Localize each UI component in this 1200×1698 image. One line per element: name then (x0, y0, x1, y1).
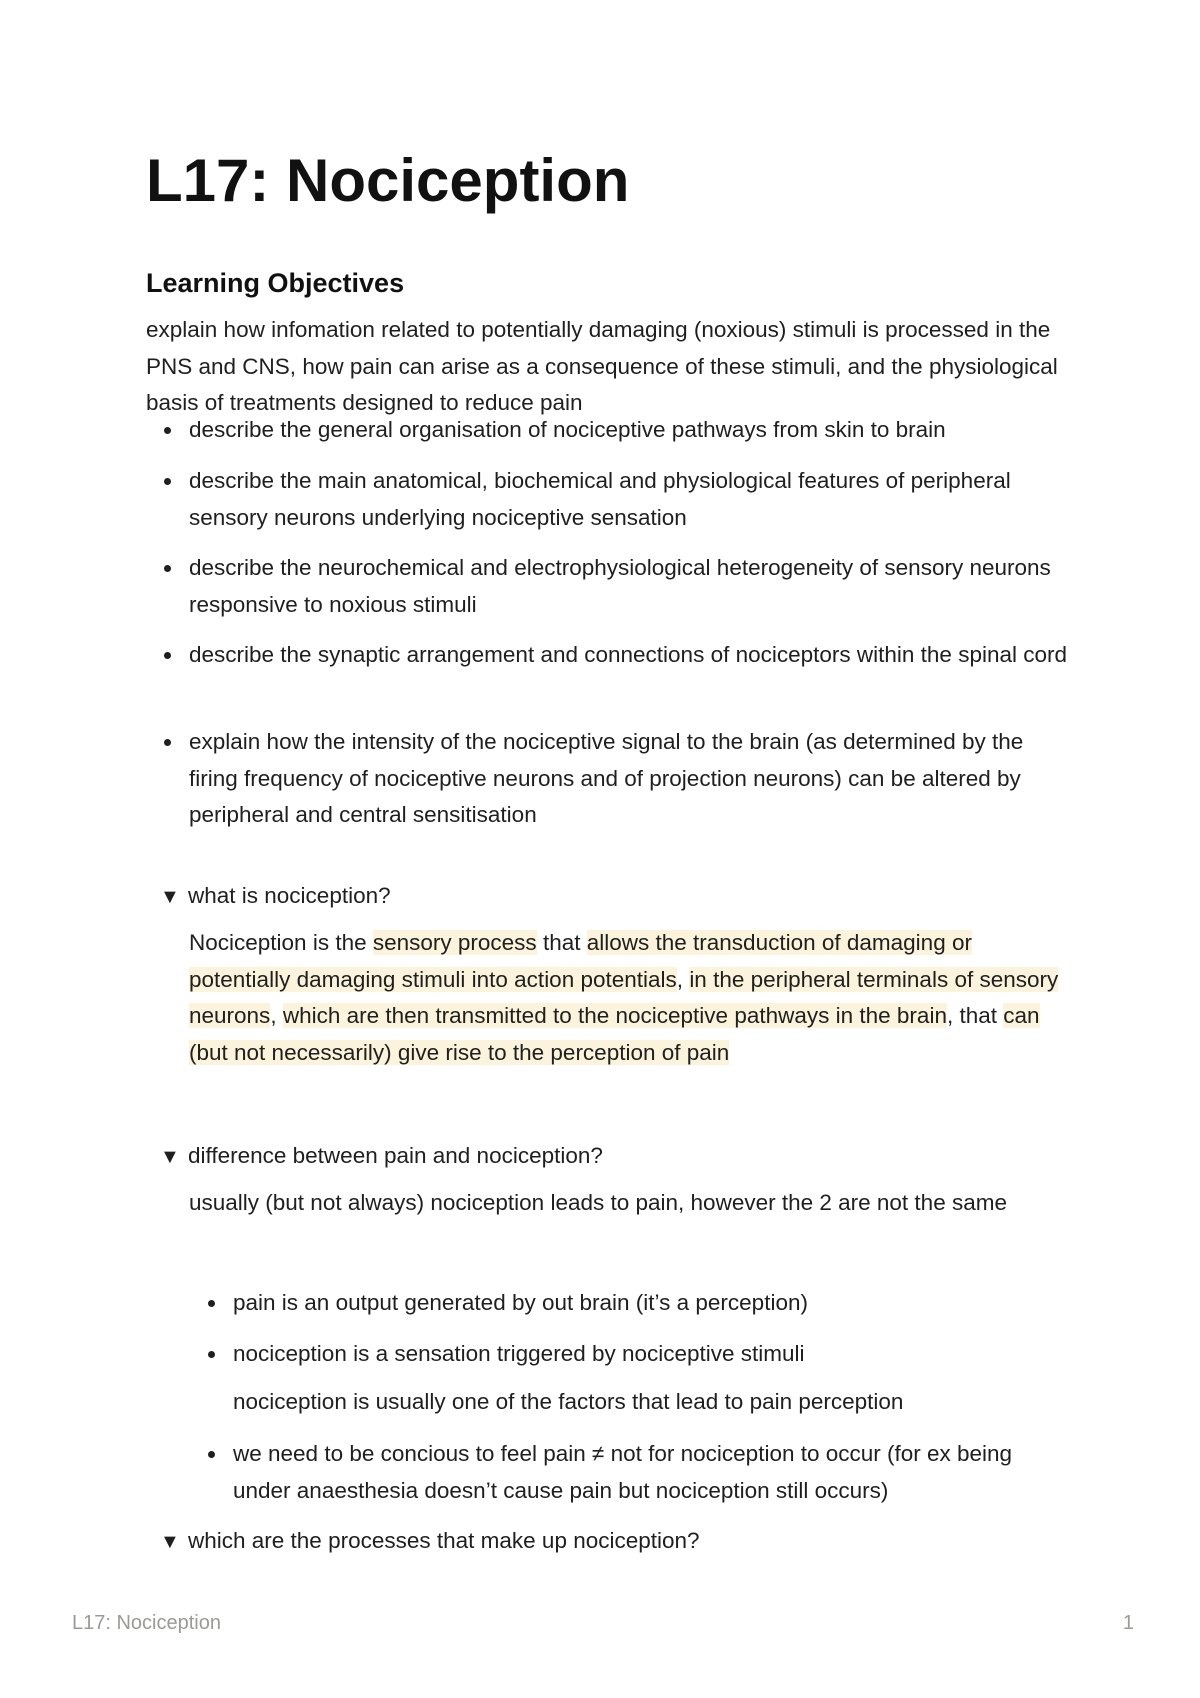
page-title: L17: Nociception (146, 147, 630, 214)
highlight: allows the transduction of damaging or potentially damaging stimuli into action potentials (189, 930, 972, 992)
pain-bullet: pain is an output generated by out brain (it’s a perception) (233, 1285, 1063, 1322)
toggle-pain-vs-nociception[interactable] (160, 1138, 1060, 1176)
triangle-down-icon[interactable]: ▼ (160, 1531, 180, 1553)
toggle-nociception-processes[interactable] (160, 1523, 1060, 1561)
objective-item: describe the main anatomical, biochemical and physiological features of peripheral sensory neurons underlying nociceptive sensation (189, 463, 1069, 536)
triangle-down-icon[interactable]: ▼ (160, 1146, 180, 1168)
pain-vs-nociception-intro: usually (but not always) nociception leads to pain, however the 2 are not the same (189, 1190, 1007, 1215)
objectives-intro: explain how infomation related to potentially damaging (noxious) stimuli is processed in the PNS and CNS, how pain can arise as a consequence of these stimuli, and the physiological basis of treatments designed to reduce pain (146, 317, 1058, 415)
footer-page-number: 1 (1122, 1612, 1134, 1634)
highlight: in the peripheral terminals of sensory neurons (189, 966, 1059, 1028)
triangle-down-icon[interactable]: ▼ (160, 886, 180, 908)
highlight: which are then transmitted to the nociceptive pathways in the brain (282, 1003, 947, 1028)
pain-bullet: nociception is a sensation triggered by nociceptive stimuli (233, 1336, 1063, 1373)
objective-item: describe the general organisation of nociceptive pathways from skin to brain (189, 412, 1069, 449)
highlight: can (but not necessarily) give rise to the perception of pain (189, 1003, 1040, 1065)
learning-objectives-heading: Learning Objectives (146, 268, 405, 298)
footer-doc-title: L17: Nociception (72, 1612, 221, 1634)
toggle-label: which are the processes that make up nociception? (188, 1528, 700, 1553)
toggle-what-is-nociception[interactable] (160, 878, 1060, 916)
pain-bullet: we need to be concious to feel pain ≠ not for nociception to occur (for ex being under anaesthesia doesn’t cause pain but nociception still occurs) (233, 1436, 1063, 1509)
nociception-definition: Nociception is the sensory process that allows the transduction of damaging or potentially damaging stimuli into action potentials, in the peripheral terminals of sensory neurons, which are then transmitted to the nociceptive pathways in the brain, that can (but not necessarily) give rise to the perception of pain (189, 930, 1059, 1065)
objective-item: explain how the intensity of the nociceptive signal to the brain (as determined by the firing frequency of nociceptive neurons and of projection neurons) can be altered by peripheral and central sensitisation (189, 724, 1069, 834)
objective-item: describe the neurochemical and electrophysiological heterogeneity of sensory neurons responsive to noxious stimuli (189, 550, 1069, 623)
objective-item: describe the synaptic arrangement and connections of nociceptors within the spinal cord (189, 637, 1069, 674)
bullet-sub-note: nociception is usually one of the factors that lead to pain perception (233, 1389, 904, 1414)
toggle-label: what is nociception? (188, 883, 391, 908)
toggle-label: difference between pain and nociception? (188, 1143, 603, 1168)
highlight: sensory process (372, 930, 537, 955)
